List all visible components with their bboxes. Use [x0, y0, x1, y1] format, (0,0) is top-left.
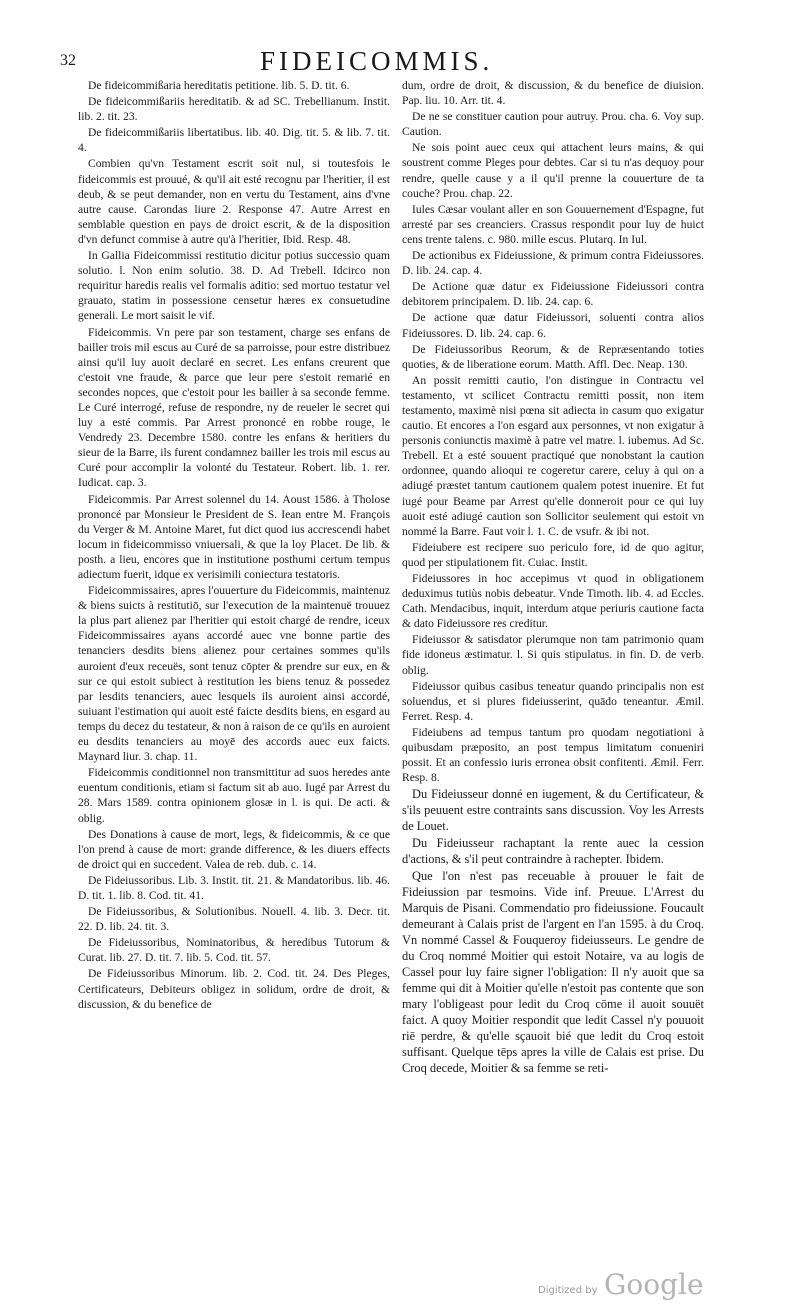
paragraph: In Gallia Fideicommissi restitutio dicitur potius successio quam solutio. l. Non enim solutio. 38. D. Ad Trebell. Idcirco non requiritur haredis realis vel formalis aditio: sed mortuo testatur vel grauato, statim in possessione censetur hæres ex consuetudine generali. Le mort saisit le vif.	[78, 249, 390, 323]
paragraph: Fideiussor quibus casibus teneatur quando principalis non est soluendus, et si plures fideiusserint, quādo teneantur. Æmil. Ferret. Resp. 4.	[402, 679, 704, 723]
paragraph: Des Donations à cause de mort, legs, & fideicommis, & ce que l'on prend à cause de mort: grande difference, & les diuers effects de droict qui en succedent. Valea de reb. dub. c. 14.	[78, 827, 390, 871]
paragraph: De fideicommißariis hereditatib. & ad SC. Trebellianum. Instit. lib. 2. tit. 23.	[78, 95, 390, 124]
right-column	[402, 78, 704, 1077]
left-column	[78, 78, 390, 1013]
paragraph: Fideiussores in hoc accepimus vt quod in obligationem deduximus tutiùs nobis debeatur. Vnde Timoth. lib. 4. ad Eccles. Cath. Mendacibus, inquit, interdum atque periuris cautione facta & dato Fideiussore res creditur.	[402, 572, 704, 631]
paragraph: De Fideiussoribus Minorum. lib. 2. Cod. tit. 24. Des Pleges, Certificateurs, Debiteurs obligez in solidum, ordre de droit, & discussion, & du benefice de	[78, 967, 390, 1011]
paragraph: De actionibus ex Fideiussione, & primum contra Fideiussores. D. lib. 24. cap. 4.	[402, 249, 704, 278]
paragraph: An possit remitti cautio, l'on distingue in Contractu vel testamento, vt scilicet Contractu remitti possit, non item testamento, maximè nisi pœna sit adiecta in casum quo exigatur cautio. Et encores a l'on esgard aux personnes, vt non exigatur à personis coniunctis maximè à patre vel matre. l. iubemus. Ad Sc. Trebell. Et a esté souuent practiqué que nonobstant la caution ordonnee, quando alioqui re cogeretur carere, celuy à qui on a adiugé præstet tantum cautionem qualem potest inuenire. Et fut iugé pour Beame par Arrest qu'elle donneroit pour ce qui luy auoit esté adiugé caution son Sollicitor seulement qui estoit vn nommé la Barre. Faut voir l. 1. C. de vsufr. & ibi not.	[402, 373, 704, 538]
paragraph: Iules Cæsar voulant aller en son Gouuernement d'Espagne, fut arresté par ses creanciers. Crassus respondit pour luy de huict cens trente talens. c. 980. mille escus. Plutarq. In Iul.	[402, 202, 704, 246]
paragraph: De actione quæ datur Fideiussori, soluenti contra alios Fideiussores. D. lib. 24. cap. 6.	[402, 311, 704, 340]
paragraph: Du Fideiusseur rachaptant la rente auec la cession d'actions, & s'il peut contraindre à rachepter. Ibidem.	[402, 836, 704, 867]
paragraph: De Fideiussoribus Reorum, & de Repræsentando toties quoties, & de liberatione eorum. Matth. Affl. Dec. Neap. 130.	[402, 342, 704, 371]
paragraph: Que l'on n'est pas receuable à prouuer le fait de Fideiussion par tesmoins. Vide inf. Preuue. L'Arrest du Marquis de Pisani. Commendatio pro fideiussione. Foucault demeurant à Calais prist de l'argent en l'an 1595. à du Croq. Vn nommé Cassel & Fouqueroy fideiusseurs. Le gendre de du Croq nommé Moitier qui estoit Notaire, va au logis de Cassel pour luy faire signer l'obligation: Il n'y auoit que sa femme qui dit à Moitier qu'elle n'estoit pas contente que son mary l'obligeast pour ledit du Croq cōme il auoit souuët faict. A quoy Moitier respondit que ledit Cassel n'y pouuoit riē perdre, & qu'elle sçauoit bié que ledit du Croq estoit suffisant. Quelque tēps apres la ville de Calais est prise. Du Croq decede, Moitier & sa femme se reti-	[402, 869, 704, 1076]
watermark-prefix: Digitized by	[538, 1285, 598, 1296]
paragraph: De fideicommißaria hereditatis petitione. lib. 5. D. tit. 6.	[88, 79, 350, 92]
paragraph: dum, ordre de droit, & discussion, & du benefice de diuision. Pap. liu. 10. Arr. tit. 4.	[402, 79, 704, 108]
paragraph: De ne se constituer caution pour autruy. Prou. cha. 6. Voy sup. Caution.	[402, 110, 704, 139]
page-number: 32	[60, 52, 76, 69]
paragraph: De fideicommißariis libertatibus. lib. 40. Dig. tit. 5. & lib. 7. tit. 4.	[78, 126, 390, 155]
paragraph: De Fideiussoribus, Nominatoribus, & heredibus Tutorum & Curat. lib. 27. D. tit. 7. lib. 5. Cod. tit. 57.	[78, 936, 390, 965]
paragraph: Fideicommis conditionnel non transmittitur ad suos heredes ante euentum conditionis, etiam si factum sit ab auo. Iugé par Arrest du 28. Mars 1589. contra opinionem glosæ in l. is qui. De acti. & oblig.	[78, 766, 390, 825]
page-header	[60, 46, 720, 80]
paragraph: Combien qu'vn Testament escrit soit nul, si toutesfois le fideicommis est prouué, & qu'il ait esté recognu par l'heritier, il est deub, & se peut demander, non en vertu du Testament, ains d'vne autre cause. Carondas liure 2. Response 47. Autre Arrest en semblable question en pays de droict escrit, & de la disposition d'vn defunct commise à autre qu'à l'heritier, Ibid. Resp. 48.	[78, 157, 390, 246]
google-logo: Google	[604, 1268, 704, 1301]
paragraph: De Fideiussoribus. Lib. 3. Instit. tit. 21. & Mandatoribus. lib. 46. D. tit. 1. lib. 8. Cod. tit. 41.	[78, 873, 390, 902]
paragraph: Fideiubere est recipere suo periculo fore, id de quo agitur, quod per stipulationem fit. Cuiac. Instit.	[402, 540, 704, 569]
paragraph: Du Fideiusseur donné en iugement, & du Certificateur, & s'ils peuuent estre contraints sans discussion. Voy les Arrests de Louet.	[402, 787, 704, 834]
paragraph: De Fideiussoribus, & Solutionibus. Nouell. 4. lib. 3. Decr. tit. 22. D. lib. 24. tit. 3.	[78, 905, 390, 934]
paragraph: Fideicommissaires, apres l'ouuerture du Fideicommis, maintenuz & biens suicts à restitutiō, sur l'execution de la maintenuë trouuez la plus part alienez par l'heritier qui estoit chargé de rendre, iceux Fideicommissaires ayans accordé auec vne bonne partie des tenanciers desdits biens alienez pour certaines sommes qu'ils auroient d'eux receuës, sont tenuz cōpter & prendre sur eux, en & sur ce qui estoit subiect à restitution les biens tenuz & possedez par lesdits tenanciers, auec lesquels ils auroient ainsi accordé, suiuant l'estimation qui auoit esté faicte desdits biens, en esgard au temps du decez du testateur, & non à raison de ce qu'ils en auroient eu desdits tenanciers au moyē des accords auec eux faicts. Maynard liur. 3. chap. 11.	[78, 584, 390, 764]
running-title: FIDEICOMMIS.	[260, 46, 494, 76]
paragraph: Fideicommis. Vn pere par son testament, charge ses enfans de bailler trois mil escus au Curé de sa parroisse, pour estre distribuez ainsi qu'il luy auoit declaré en secret. Les enfans creurent que c'estoit vne fraude, & parce que leur pere s'estoit remarié en secondes nopces, que c'estoit pour les bailler à sa seconde femme. Le Curé interrogé, refuse de respondre, ny de reueler le secret qui luy a esté commis. Par Arrest prononcé en robbe rouge, le Vendredy 23. Decembre 1580. contre les enfans & heritiers du sieur de la Barre, ils furent condamnez bailler les trois mil escus au Curé pour accomplir la volonté du Testateur. Robert. lib. 1. rer. Iudicat. cap. 3.	[78, 325, 390, 490]
paragraph: De Actione quæ datur ex Fideiussione Fideiussori contra debitorem principalem. D. lib. 24. cap. 6.	[402, 280, 704, 309]
paragraph: Ne sois point auec ceux qui attachent leurs mains, & qui soustrent comme Pleges pour debtes. Car si tu n'as dequoy pour rendre, quelle cause y a il qu'il prenne la couuerture de ta couche? Prou. chap. 22.	[402, 141, 704, 200]
paragraph: Fideicommis. Par Arrest solennel du 14. Aoust 1586. à Tholose prononcé par Monsieur le President de S. Iean entre M. François du Verger & M. Antoine Maret, fut dict quod ius accrescendi habet locum in fideicommisso vniuersali, & que la loy Placet. De lib. & posth. a lieu, encores que in institutione posthumi certum tempus adiectum fuerit, idque ex verisimili coniectura testatoris.	[78, 492, 390, 581]
paragraph: Fideiussor & satisdator plerumque non tam patrimonio quam fide idoneus æstimatur. l. Si quis stipulatus. in fin. D. de verb. oblig.	[402, 633, 704, 677]
paragraph: Fideiubens ad tempus tantum pro quodam negotiationi à quibusdam præposito, an post tempus limitatum conueniri possit. Et an confessio iuris erronea obsit confitenti. Æmil. Ferr. Resp. 8.	[402, 725, 704, 785]
